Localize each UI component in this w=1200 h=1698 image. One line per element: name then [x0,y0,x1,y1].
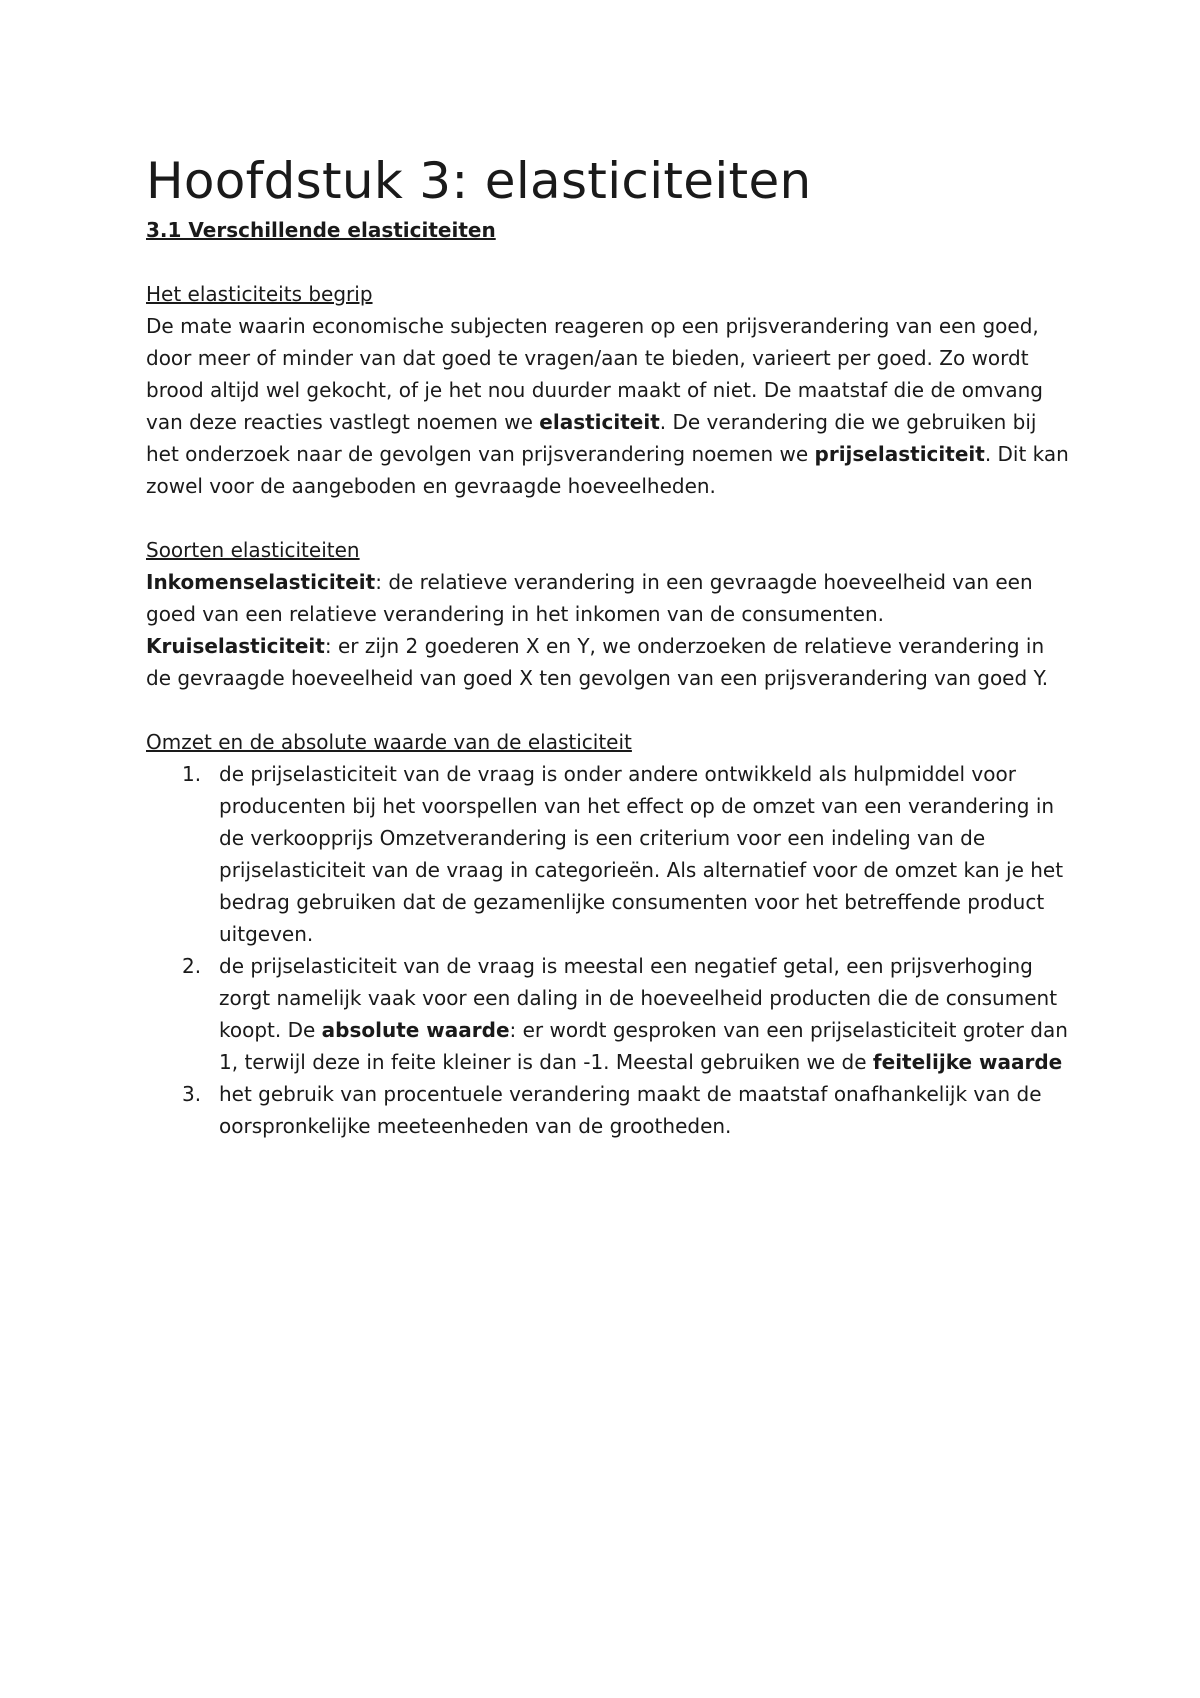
spacer [146,502,1071,534]
begrip-text-3: . Dit kan zowel voor de aangeboden en gevraagde hoeveelheden. [146,442,1069,498]
list-item-text: het gebruik van procentuele verandering maakt de maatstaf onafhankelijk van de oorspronkelijke meeteenheden van de grootheden. [219,1082,1042,1138]
kruis-text: : er zijn 2 goederen X en Y, we onderzoeken de relatieve verandering in de gevraagde hoeveelheid van goed X ten gevolgen van een prijsverandering van goed Y. [146,634,1049,690]
begrip-text-2: . De verandering die we gebruiken bij het onderzoek naar de gevolgen van prijsverandering noemen we [146,410,1037,466]
inkomen-text: : de relatieve verandering in een gevraagde hoeveelheid van een goed van een relatieve verandering in het inkomen van de consumenten. [146,570,1033,626]
document-title: Hoofdstuk 3: elasticiteiten [146,152,812,210]
term-prijselasticiteit: prijselasticiteit [814,442,985,466]
spacer [146,246,1071,278]
list-item-text-2: : er wordt gesproken van een prijselasticiteit groter dan 1, terwijl deze in feite kleiner is dan -1. Meestal gebruiken we de [219,1018,1068,1074]
list-item-number: 2. [182,954,202,978]
list-item [146,1078,1071,1142]
list-item-number: 1. [182,762,202,786]
begrip-paragraph [146,310,1071,502]
begrip-heading: Het elasticiteits begrip [146,282,373,306]
spacer [146,694,1071,726]
omzet-heading: Omzet en de absolute waarde van de elasticiteit [146,730,632,754]
term-elasticiteit: elasticiteit [539,410,660,434]
document-page [146,150,1071,1142]
section-heading: 3.1 Verschillende elasticiteiten [146,218,496,242]
term-inkomenselasticiteit: Inkomenselasticiteit [146,570,376,594]
inkomen-paragraph [146,566,1071,630]
omzet-list [146,758,1071,1142]
list-item-number: 3. [182,1082,202,1106]
omzet-block [146,726,1071,1142]
term-absolute-waarde: absolute waarde [321,1018,510,1042]
begrip-text-1: De mate waarin economische subjecten reageren op een prijsverandering van een goed, door meer of minder van dat goed te vragen/aan te bieden, varieert per goed. Zo wordt brood altijd wel gekocht, of je het nou duurder maakt of niet. De maatstaf die de omvang van deze reacties vastlegt noemen we [146,314,1043,434]
term-feitelijke-waarde: feitelijke waarde [872,1050,1063,1074]
begrip-block [146,278,1071,502]
kruis-paragraph [146,630,1071,694]
soorten-heading: Soorten elasticiteiten [146,538,360,562]
list-item [146,950,1071,1078]
list-item-text: de prijselasticiteit van de vraag is onder andere ontwikkeld als hulpmiddel voor producenten bij het voorspellen van het effect op de omzet van een verandering in de verkoopprijs Omzetverandering is een criterium voor een indeling van de prijselasticiteit van de vraag in categorieën. Als alternatief voor de omzet kan je het bedrag gebruiken dat de gezamenlijke consumenten voor het betreffende product uitgeven. [219,762,1064,946]
term-kruiselasticiteit: Kruiselasticiteit [146,634,325,658]
list-item [146,758,1071,950]
soorten-block [146,534,1071,694]
list-item-text-1: de prijselasticiteit van de vraag is meestal een negatief getal, een prijsverhoging zorgt namelijk vaak voor een daling in de hoeveelheid producten die de consument koopt. De [219,954,1058,1042]
